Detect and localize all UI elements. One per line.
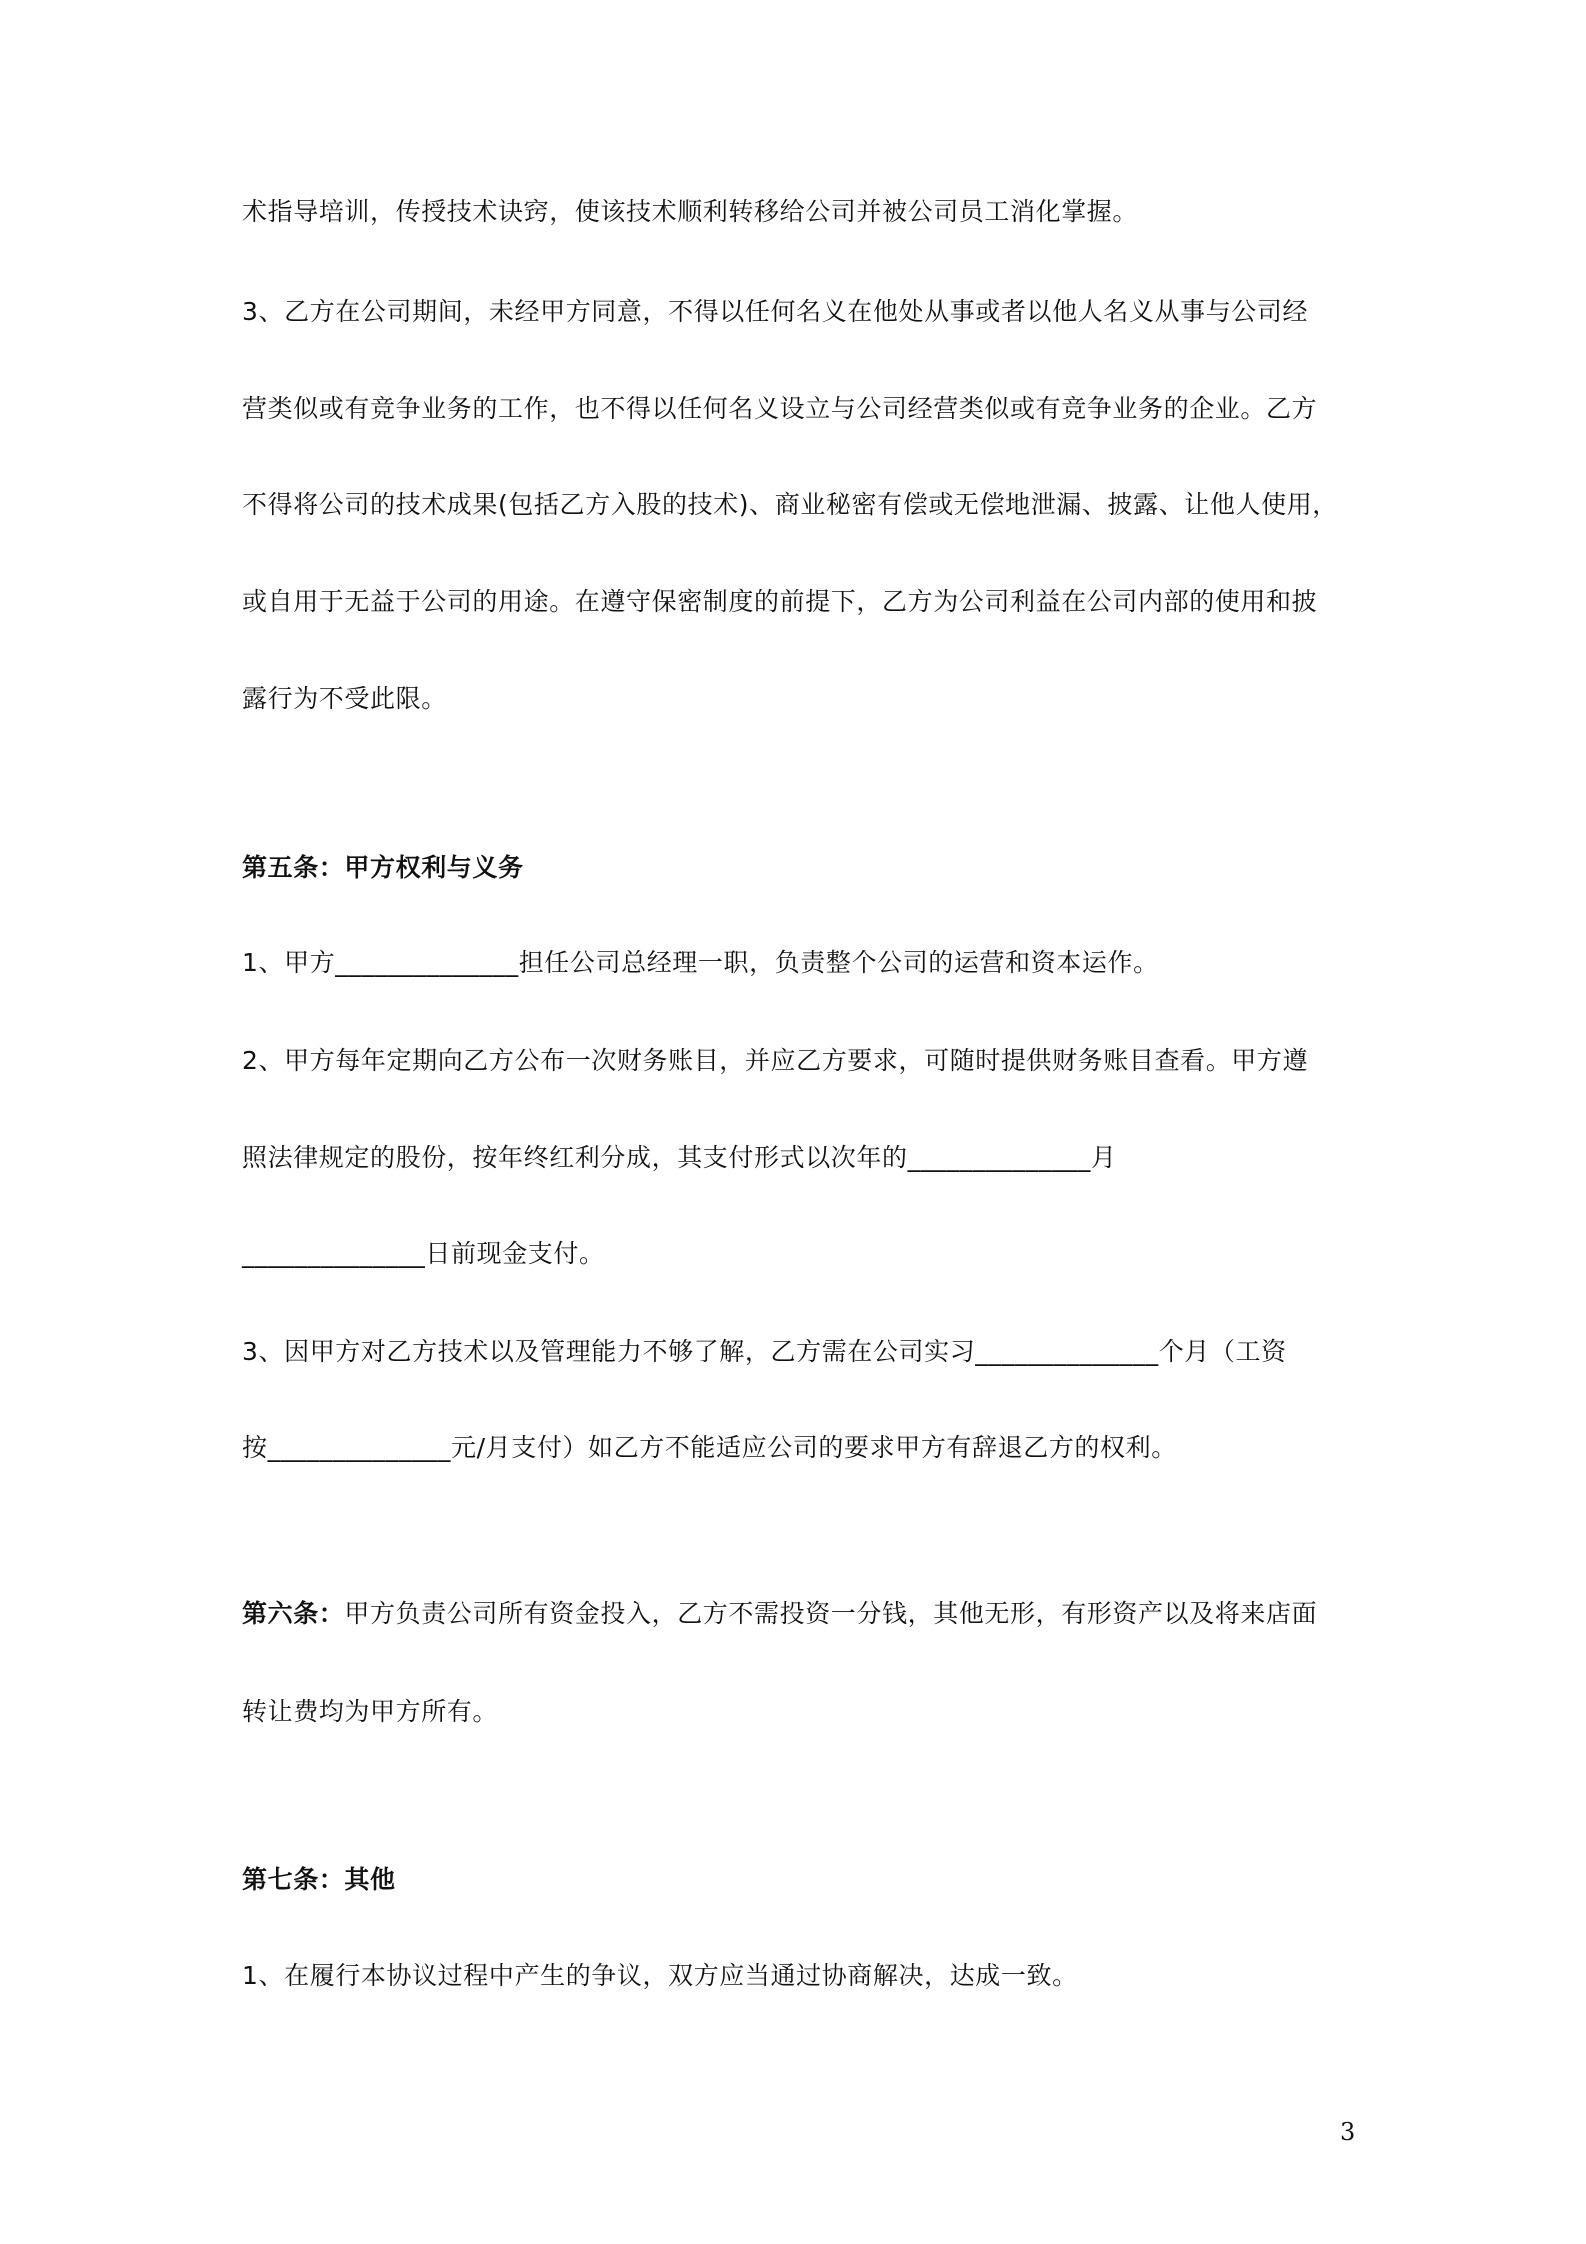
article-6-text: 甲方负责公司所有资金投入，乙方不需投资一分钱，其他无形，有形资产以及将来店面 xyxy=(344,1599,1318,1628)
clause-text-line: 2、甲方每年定期向乙方公布一次财务账目，并应乙方要求，可随时提供财务账目查看。甲方遵 xyxy=(242,1046,1309,1075)
body-text-line: 术指导培训，传授技术诀窍，使该技术顺利转移给公司并被公司员工消化掌握。 xyxy=(242,197,1139,226)
clause-text-line: 1、在履行本协议过程中产生的争议，双方应当通过协商解决，达成一致。 xyxy=(242,1961,1078,1990)
clause-text-line: 照法律规定的股份，按年终红利分成，其支付形式以次年的______________月 xyxy=(242,1143,1117,1172)
clause-text-line: 1、甲方______________担任公司总经理一职，负责整个公司的运营和资本运作。 xyxy=(242,948,1159,977)
clause-text-line: 不得将公司的技术成果(包括乙方入股的技术)、商业秘密有偿或无偿地泄漏、披露、让他人使用， xyxy=(242,490,1338,519)
clause-text-line: 转让费均为甲方所有。 xyxy=(242,1697,499,1726)
clause-text-line: 露行为不受此限。 xyxy=(242,684,447,713)
clause-text-line: ______________日前现金支付。 xyxy=(242,1239,605,1268)
clause-text-line: 或自用于无益于公司的用途。在遵守保密制度的前提下，乙方为公司利益在公司内部的使用和披 xyxy=(242,587,1318,616)
clause-text-line: 营类似或有竞争业务的工作，也不得以任何名义设立与公司经营类似或有竞争业务的企业。乙方 xyxy=(242,394,1318,423)
clause-text-line: 3、因甲方对乙方技术以及管理能力不够了解，乙方需在公司实习______________个月（工资 xyxy=(242,1337,1287,1366)
page-number: 3 xyxy=(1340,2118,1356,2146)
article-6-paragraph xyxy=(242,1598,1317,1630)
section-heading-article-5: 第五条：甲方权利与义务 xyxy=(242,853,524,882)
section-heading-article-6: 第六条： xyxy=(242,1599,345,1628)
section-heading-article-7: 第七条：其他 xyxy=(242,1865,396,1894)
clause-text-line: 3、乙方在公司期间，未经甲方同意，不得以任何名义在他处从事或者以他人名义从事与公司经 xyxy=(242,297,1309,326)
clause-text-line: 按______________元/月支付）如乙方不能适应公司的要求甲方有辞退乙方的权利。 xyxy=(242,1433,1177,1462)
